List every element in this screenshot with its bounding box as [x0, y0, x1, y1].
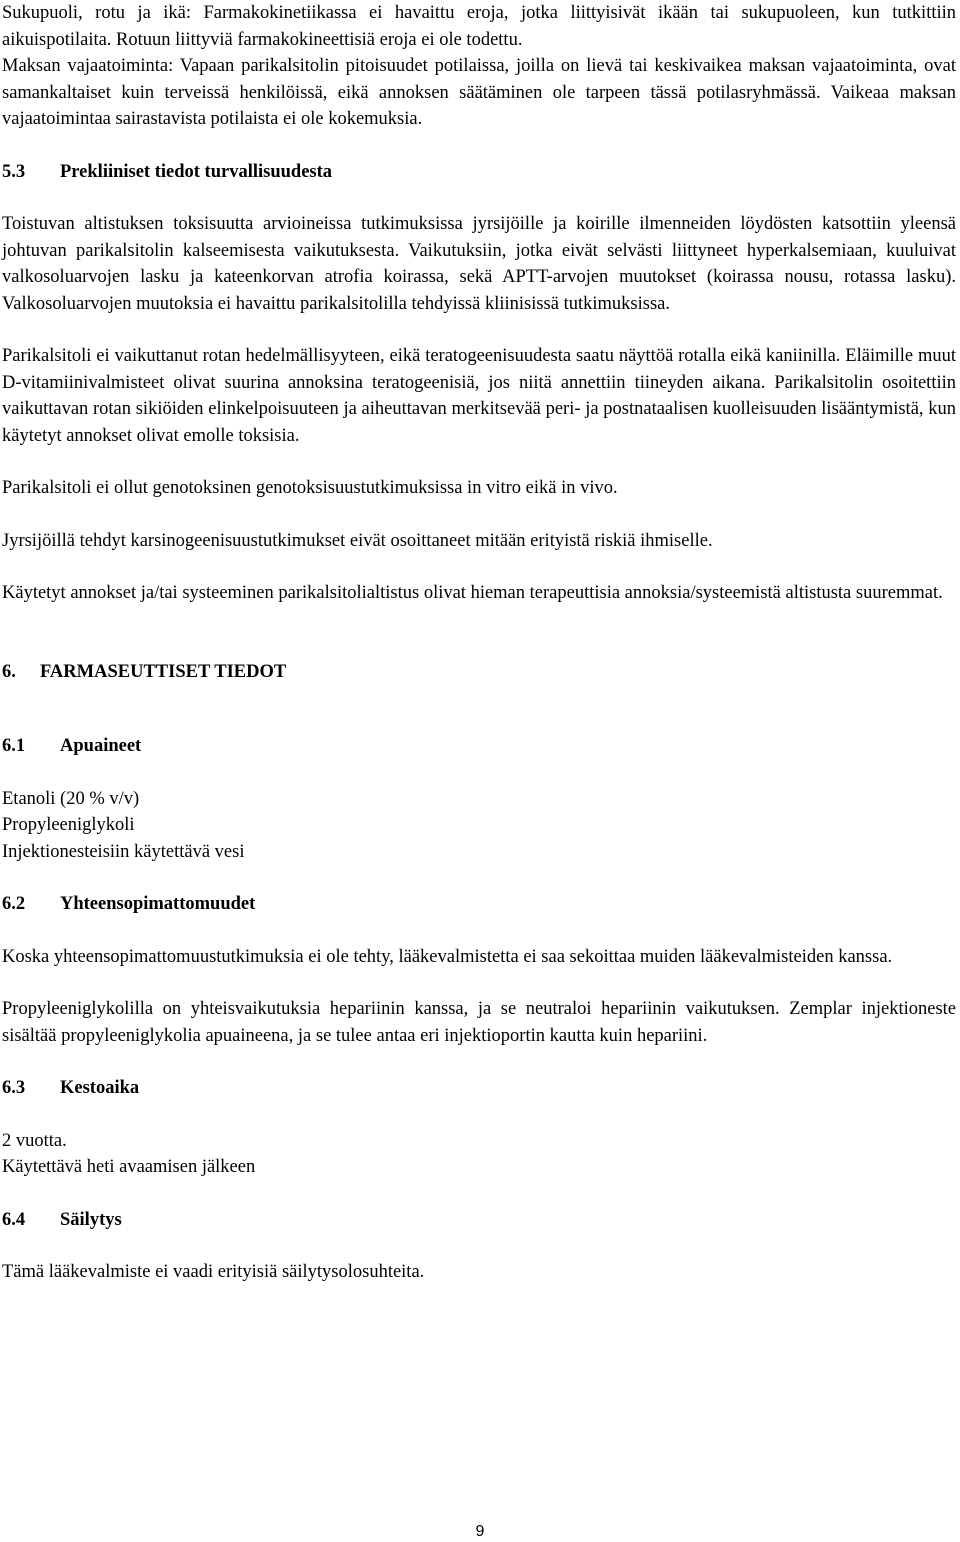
section-title: Säilytys: [60, 1209, 122, 1230]
paragraph-storage: Tämä lääkevalmiste ei vaadi erityisiä säilytysolosuhteita.: [2, 1262, 425, 1282]
section-heading-6-3: [2, 1075, 956, 1102]
section-number: 6.: [2, 661, 16, 682]
section-number: 6.2: [2, 894, 26, 914]
section-number: 6.4: [2, 1209, 26, 1230]
paragraph-repeat-dose-toxicity: Toistuvan altistuksen toksisuutta arvioineissa tutkimuksissa jyrsijöille ja koirille ilmenneiden löydösten katsottiin yleensä johtuvan parikalsitolin kalseemisesta vaikutuksesta. Vaikutuksiin, jotka eivät selvästi liittyneet hyperkalsemiaan, kuuluivat valkosoluarvojen lasku ja kateenkorvan atrofia koirassa, sekä APTT-arvojen muutokset (koirassa nousu, rotassa lasku). Valkosoluarvojen muutoksia ei havaittu parikalsitolilla tehdyissä kliinisissä tutkimuksissa.: [2, 214, 956, 314]
list-item: Etanoli (20 % v/v): [2, 788, 140, 809]
shelf-life-text: [2, 1128, 956, 1181]
paragraph-sex-race-age: Sukupuoli, rotu ja ikä: Farmakokinetiikassa ei havaittu eroja, jotka liittyisivät ikään tai sukupuoleen, kun tutkittiin aikuispotilaita. Rotuun liittyviä farmakokineettisiä eroja ei ole todettu.: [2, 3, 956, 50]
section-number: 6.1: [2, 736, 26, 756]
list-item: Propyleeniglykoli: [2, 815, 135, 835]
section-title: FARMASEUTTISET TIEDOT: [40, 661, 287, 682]
section-number: 5.3: [2, 161, 26, 182]
section-heading-6-1: [2, 733, 956, 760]
section-title: Kestoaika: [60, 1078, 140, 1098]
section-title: Prekliiniset tiedot turvallisuudesta: [60, 161, 333, 182]
paragraph-carcinogenicity: Jyrsijöillä tehdyt karsinogeenisuustutkimukset eivät osoittaneet mitään erityistä riskiä ihmiselle.: [2, 530, 713, 551]
paragraph-heparin: Propyleeniglykolilla on yhteisvaikutuksia hepariinin kanssa, ja se neutraloi hepariinin vaikutuksen. Zemplar injektioneste sisältää propyleeniglykolia apuaineena, ja se tulee antaa eri injektioportin kautta kuin hepariini.: [2, 999, 956, 1046]
section-heading-5-3: [2, 159, 956, 186]
document-page: [2, 0, 956, 1286]
paragraph-exposure: Käytetyt annokset ja/tai systeeminen parikalsitolialtistus olivat hieman terapeuttisia annoksia/systeemistä altistusta suuremmat.: [2, 583, 943, 603]
section-title: Apuaineet: [60, 736, 142, 756]
paragraph-genotoxicity: Parikalsitoli ei ollut genotoksinen genotoksisuustutkimuksissa in vitro eikä in vivo.: [2, 478, 618, 498]
section-number: 6.3: [2, 1078, 26, 1098]
section-heading-6: [2, 659, 956, 686]
shelf-life-line: 2 vuotta.: [2, 1130, 67, 1151]
paragraph-hepatic-impairment: Maksan vajaatoiminta: Vapaan parikalsitolin pitoisuudet potilaissa, joilla on lievä tai keskivaikea maksan vajaatoiminta, ovat samankaltaiset kuin terveissä henkilöissä, eikä annoksen säätäminen ole tarpeen tässä potilasryhmässä. Vaikeaa maksan vajaatoimintaa sairastavista potilaista ei ole kokemuksia.: [2, 56, 956, 129]
list-item: Injektionesteisiin käytettävä vesi: [2, 841, 245, 862]
page-number: 9: [475, 1523, 485, 1540]
section-heading-6-4: [2, 1207, 956, 1234]
paragraph-incompatibility: Koska yhteensopimattomuustutkimuksia ei ole tehty, lääkevalmistetta ei saa sekoittaa muiden lääkevalmisteiden kanssa.: [2, 946, 893, 967]
section-title: Yhteensopimattomuudet: [60, 894, 256, 914]
shelf-life-line: Käytettävä heti avaamisen jälkeen: [2, 1157, 256, 1177]
section-heading-6-2: [2, 891, 956, 918]
paragraph-reproductive-toxicity: Parikalsitoli ei vaikuttanut rotan hedelmällisyyteen, eikä teratogeenisuudesta saatu näyttöä rotalla eikä kaniinilla. Eläimille muut D-vitamiinivalmisteet olivat suurina annoksina teratogeenisiä, jos niitä annettiin tiineyden aikana. Parikalsitolin osoitettiin vaikuttavan rotan sikiöiden elinkelpoisuuteen ja aiheuttavan merkitsevää peri- ja postnataalisen kuolleisuuden lisääntymistä, kun käytetyt annokset olivat emolle toksisia.: [2, 346, 956, 446]
excipients-list: [2, 786, 956, 866]
